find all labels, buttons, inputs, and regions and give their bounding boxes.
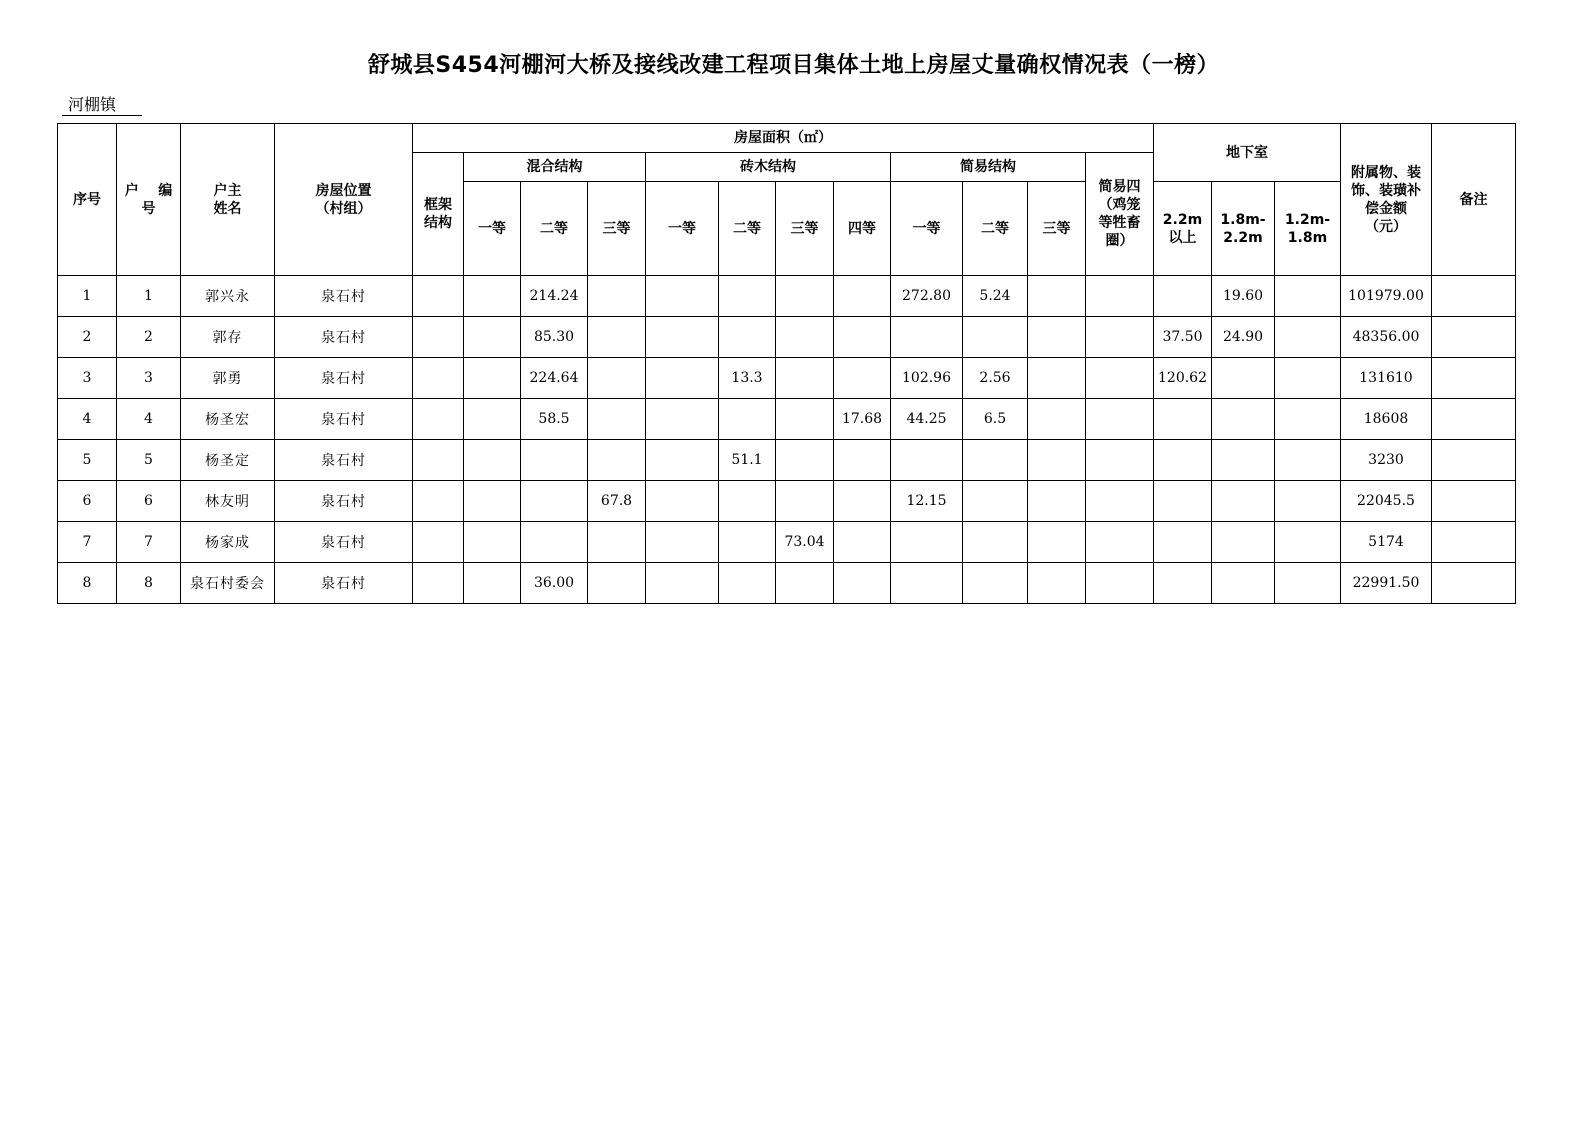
table-cell <box>646 317 719 358</box>
table-cell: 24.90 <box>1212 317 1275 358</box>
table-row <box>58 399 1516 440</box>
table-cell <box>1154 481 1212 522</box>
header-basement-1-8-2-2m-line1: 1.8m- <box>1220 211 1266 228</box>
table-cell <box>646 522 719 563</box>
header-simple4 <box>1086 153 1154 276</box>
table-row <box>58 358 1516 399</box>
table-cell: 泉石村 <box>275 522 413 563</box>
table-cell <box>1432 399 1516 440</box>
page-title: 舒城县S454河棚河大桥及接线改建工程项目集体土地上房屋丈量确权情况表（一榜） <box>367 53 1220 78</box>
table-cell <box>646 276 719 317</box>
table-cell <box>464 399 521 440</box>
table-cell <box>1028 481 1086 522</box>
table-cell <box>1275 276 1341 317</box>
table-cell <box>834 440 891 481</box>
table-cell <box>521 440 588 481</box>
table-cell: 4 <box>58 399 117 440</box>
table-cell <box>719 522 776 563</box>
header-household-no-line1: 户 编 <box>124 182 173 199</box>
header-simple4-line1: 简易四 <box>1098 179 1141 195</box>
header-brick-grade4: 四等 <box>834 182 891 276</box>
header-basement-1-2-1-8m-line2: 1.8m <box>1287 229 1328 246</box>
table-cell <box>891 563 963 604</box>
table-cell <box>719 276 776 317</box>
header-simple-grade2: 二等 <box>963 182 1028 276</box>
header-remarks: 备注 <box>1432 124 1516 276</box>
header-basement-1-8-2-2m <box>1212 182 1275 276</box>
table-cell: 泉石村 <box>275 399 413 440</box>
table-cell <box>413 522 464 563</box>
table-cell <box>1028 440 1086 481</box>
header-location <box>275 124 413 276</box>
header-brick-grade1: 一等 <box>646 182 719 276</box>
header-mixed-grade1: 一等 <box>464 182 521 276</box>
table-cell <box>834 563 891 604</box>
table-row <box>58 276 1516 317</box>
table-cell <box>834 481 891 522</box>
table-cell <box>834 276 891 317</box>
table-cell <box>1086 481 1154 522</box>
table-cell: 73.04 <box>776 522 834 563</box>
table-cell <box>776 399 834 440</box>
header-basement-1-8-2-2m-line2: 2.2m <box>1223 229 1263 246</box>
table-cell: 3 <box>58 358 117 399</box>
table-cell <box>588 399 646 440</box>
header-simple: 简易结构 <box>891 153 1086 182</box>
table-cell: 51.1 <box>719 440 776 481</box>
table-cell <box>1275 522 1341 563</box>
table-cell <box>776 481 834 522</box>
table-cell <box>588 358 646 399</box>
header-frame-line1: 框架 <box>424 197 452 213</box>
table-cell <box>834 358 891 399</box>
table-cell: 6 <box>58 481 117 522</box>
table-cell <box>1212 563 1275 604</box>
table-cell <box>413 481 464 522</box>
table-cell <box>464 276 521 317</box>
table-cell <box>588 522 646 563</box>
table-cell <box>891 440 963 481</box>
header-brick-grade3: 三等 <box>776 182 834 276</box>
table-cell: 杨圣宏 <box>181 399 275 440</box>
header-compensation-line1: 附属物、装 <box>1351 164 1421 181</box>
header-area: 房屋面积（㎡） <box>413 124 1154 153</box>
table-cell: 19.60 <box>1212 276 1275 317</box>
table-cell: 5 <box>58 440 117 481</box>
table-cell <box>963 317 1028 358</box>
table-cell <box>1275 563 1341 604</box>
table-cell <box>521 522 588 563</box>
table-cell: 8 <box>58 563 117 604</box>
table-cell <box>1028 276 1086 317</box>
header-location-line2: （村组） <box>315 200 372 217</box>
town-label: 河棚镇 <box>62 95 142 116</box>
table-cell: 郭兴永 <box>181 276 275 317</box>
header-simple-grade1: 一等 <box>891 182 963 276</box>
table-cell <box>834 317 891 358</box>
header-compensation-line2: 饰、装璜补 <box>1351 182 1421 199</box>
header-household-no <box>117 124 181 276</box>
header-brick-grade2: 二等 <box>719 182 776 276</box>
table-cell: 22045.5 <box>1341 481 1432 522</box>
table-cell <box>646 563 719 604</box>
table-cell <box>1212 481 1275 522</box>
table-cell: 18608 <box>1341 399 1432 440</box>
table-cell <box>1028 358 1086 399</box>
table-cell: 8 <box>117 563 181 604</box>
table-cell: 36.00 <box>521 563 588 604</box>
table-cell: 泉石村 <box>275 276 413 317</box>
header-basement-over-2-2m <box>1154 182 1212 276</box>
header-compensation <box>1341 124 1432 276</box>
table-cell <box>464 481 521 522</box>
table-cell <box>776 276 834 317</box>
table-cell <box>1086 522 1154 563</box>
header-mixed: 混合结构 <box>464 153 646 182</box>
header-mixed-grade2: 二等 <box>521 182 588 276</box>
table-cell <box>1212 358 1275 399</box>
table-cell: 13.3 <box>719 358 776 399</box>
table-row <box>58 317 1516 358</box>
table-cell <box>776 358 834 399</box>
header-frame-line2: 结构 <box>424 215 452 231</box>
table-cell <box>521 481 588 522</box>
header-location-line1: 房屋位置 <box>315 182 372 199</box>
table-cell <box>1028 563 1086 604</box>
table-cell: 272.80 <box>891 276 963 317</box>
header-basement-1-2-1-8m <box>1275 182 1341 276</box>
table-cell: 1 <box>58 276 117 317</box>
table-cell: 120.62 <box>1154 358 1212 399</box>
table-cell: 6.5 <box>963 399 1028 440</box>
header-compensation-line3: 偿金额 <box>1365 200 1407 217</box>
table-cell: 131610 <box>1341 358 1432 399</box>
table-cell: 2 <box>117 317 181 358</box>
table-cell <box>1432 563 1516 604</box>
table-cell: 67.8 <box>588 481 646 522</box>
table-cell <box>1154 440 1212 481</box>
header-basement-over-2-2m-line1: 2.2m <box>1162 211 1203 228</box>
survey-table <box>57 123 1516 604</box>
table-cell <box>464 317 521 358</box>
table-cell: 郭存 <box>181 317 275 358</box>
table-cell <box>719 399 776 440</box>
table-cell: 泉石村委会 <box>181 563 275 604</box>
header-owner-line1: 户主 <box>213 182 242 199</box>
table-cell <box>1028 399 1086 440</box>
table-cell <box>588 440 646 481</box>
table-cell <box>588 563 646 604</box>
table-cell <box>1028 522 1086 563</box>
table-cell: 1 <box>117 276 181 317</box>
table-cell: 泉石村 <box>275 317 413 358</box>
table-row <box>58 522 1516 563</box>
table-cell <box>1154 399 1212 440</box>
table-cell <box>1432 481 1516 522</box>
table-cell <box>588 276 646 317</box>
table-cell <box>1086 317 1154 358</box>
table-cell <box>413 563 464 604</box>
table-cell: 7 <box>58 522 117 563</box>
table-cell: 泉石村 <box>275 358 413 399</box>
header-owner <box>181 124 275 276</box>
table-cell <box>1154 276 1212 317</box>
table-cell: 101979.00 <box>1341 276 1432 317</box>
header-frame <box>413 153 464 276</box>
table-cell <box>464 440 521 481</box>
table-cell <box>963 440 1028 481</box>
table-cell <box>588 317 646 358</box>
table-cell <box>1432 358 1516 399</box>
table-row <box>58 563 1516 604</box>
table-cell <box>1275 440 1341 481</box>
table-cell <box>464 563 521 604</box>
header-simple4-line3: 等牲畜 <box>1098 215 1141 231</box>
table-cell: 224.64 <box>521 358 588 399</box>
table-cell: 泉石村 <box>275 563 413 604</box>
table-cell <box>413 440 464 481</box>
table-cell <box>1086 563 1154 604</box>
table-cell: 37.50 <box>1154 317 1212 358</box>
table-cell <box>646 358 719 399</box>
table-cell <box>646 481 719 522</box>
table-cell <box>963 522 1028 563</box>
table-cell: 6 <box>117 481 181 522</box>
table-cell <box>413 399 464 440</box>
table-cell: 7 <box>117 522 181 563</box>
table-cell <box>719 481 776 522</box>
table-cell <box>1086 276 1154 317</box>
table-row <box>58 440 1516 481</box>
table-cell <box>1086 399 1154 440</box>
table-cell: 3230 <box>1341 440 1432 481</box>
header-compensation-line4: （元） <box>1365 218 1407 235</box>
table-cell <box>413 276 464 317</box>
table-cell <box>1275 358 1341 399</box>
table-cell <box>1432 522 1516 563</box>
header-simple4-line2: （鸡笼 <box>1098 197 1141 213</box>
table-cell: 2.56 <box>963 358 1028 399</box>
table-cell: 48356.00 <box>1341 317 1432 358</box>
table-cell <box>963 481 1028 522</box>
table-cell: 17.68 <box>834 399 891 440</box>
table-cell <box>1028 317 1086 358</box>
table-cell <box>646 440 719 481</box>
table-cell: 3 <box>117 358 181 399</box>
table-cell <box>1275 399 1341 440</box>
table-cell <box>1275 481 1341 522</box>
table-cell: 泉石村 <box>275 440 413 481</box>
table-cell <box>1432 440 1516 481</box>
table-cell <box>776 317 834 358</box>
table-cell <box>413 358 464 399</box>
table-cell <box>1086 440 1154 481</box>
table-cell: 杨圣定 <box>181 440 275 481</box>
table-cell: 5.24 <box>963 276 1028 317</box>
table-cell <box>646 399 719 440</box>
header-basement-over-2-2m-line2: 以上 <box>1168 229 1197 246</box>
table-cell: 44.25 <box>891 399 963 440</box>
table-cell: 214.24 <box>521 276 588 317</box>
table-cell <box>719 563 776 604</box>
header-basement-1-2-1-8m-line1: 1.2m- <box>1284 211 1331 228</box>
table-row <box>58 481 1516 522</box>
table-cell: 4 <box>117 399 181 440</box>
header-basement: 地下室 <box>1154 124 1341 182</box>
table-cell: 12.15 <box>891 481 963 522</box>
header-seq: 序号 <box>58 124 117 276</box>
header-owner-line2: 姓名 <box>213 200 242 217</box>
table-cell: 泉石村 <box>275 481 413 522</box>
table-cell <box>1212 440 1275 481</box>
table-cell <box>776 563 834 604</box>
table-cell <box>891 317 963 358</box>
table-cell: 85.30 <box>521 317 588 358</box>
header-simple-grade3: 三等 <box>1028 182 1086 276</box>
table-cell <box>1212 399 1275 440</box>
table-cell: 郭勇 <box>181 358 275 399</box>
table-cell <box>1432 276 1516 317</box>
table-cell <box>1086 358 1154 399</box>
table-cell <box>1275 317 1341 358</box>
table-cell <box>464 358 521 399</box>
table-cell <box>1154 522 1212 563</box>
table-cell: 58.5 <box>521 399 588 440</box>
table-cell <box>963 563 1028 604</box>
table-cell <box>1154 563 1212 604</box>
header-household-no-line2: 号 <box>141 200 156 217</box>
table-cell <box>776 440 834 481</box>
header-brick-wood: 砖木结构 <box>646 153 891 182</box>
table-cell: 2 <box>58 317 117 358</box>
table-cell <box>1432 317 1516 358</box>
table-cell: 102.96 <box>891 358 963 399</box>
table-cell: 22991.50 <box>1341 563 1432 604</box>
table-cell <box>891 522 963 563</box>
header-simple4-line4: 圈） <box>1105 233 1134 249</box>
table-cell: 杨家成 <box>181 522 275 563</box>
table-cell <box>719 317 776 358</box>
table-cell: 林友明 <box>181 481 275 522</box>
table-cell: 5 <box>117 440 181 481</box>
header-mixed-grade3: 三等 <box>588 182 646 276</box>
table-cell <box>413 317 464 358</box>
table-body <box>58 276 1516 604</box>
table-cell <box>834 522 891 563</box>
table-cell <box>1212 522 1275 563</box>
table-cell <box>464 522 521 563</box>
table-cell: 5174 <box>1341 522 1432 563</box>
